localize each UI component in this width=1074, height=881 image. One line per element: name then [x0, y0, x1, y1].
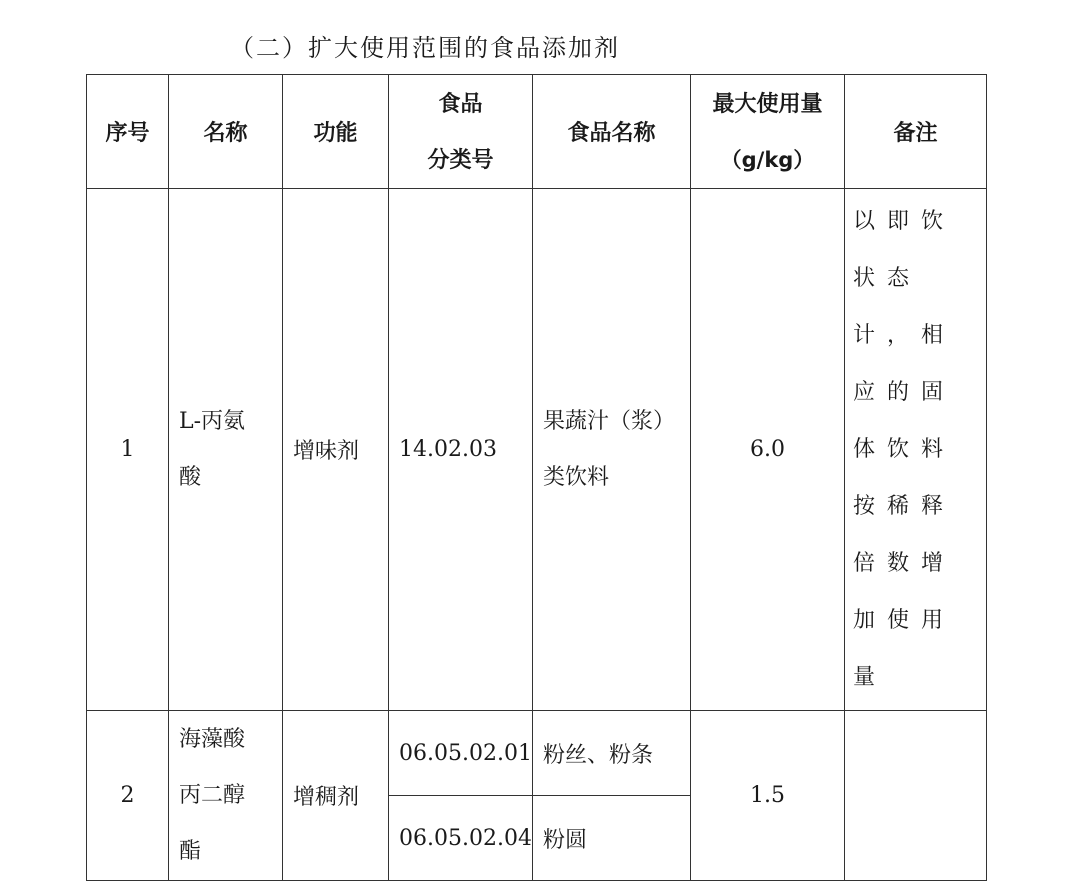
table-row — [87, 711, 987, 796]
cell-remark: 以即饮状态计，相应的固体饮料按稀释倍数增加使用量 — [845, 189, 987, 711]
cell-max-usage: 1.5 — [691, 711, 845, 881]
cell-function: 增稠剂 — [283, 711, 389, 881]
header-food-name: 食品名称 — [533, 75, 691, 189]
table-row — [87, 189, 987, 711]
header-max-line1: 最大使用量 — [712, 90, 823, 117]
food-additive-table — [86, 74, 987, 881]
cell-category: 14.02.03 — [389, 189, 533, 711]
header-seq: 序号 — [87, 75, 169, 189]
header-max-unit: （g/kg） — [720, 147, 815, 172]
cell-max-usage: 6.0 — [691, 189, 845, 711]
cell-seq: 1 — [87, 189, 169, 711]
cell-food-name: 果蔬汁（浆） 类饮料 — [533, 189, 691, 711]
header-category-line2: 分类号 — [427, 146, 494, 173]
cell-function: 增味剂 — [283, 189, 389, 711]
cell-name: 海藻酸 丙二醇 酯 — [169, 711, 283, 881]
header-function: 功能 — [283, 75, 389, 189]
cell-category: 06.05.02.04 — [389, 796, 533, 881]
header-max-usage — [691, 75, 845, 189]
table-header-row — [87, 75, 987, 189]
cell-food-name: 粉丝、粉条 — [533, 711, 691, 796]
cell-food-name: 粉圆 — [533, 796, 691, 881]
header-remark: 备注 — [845, 75, 987, 189]
header-category — [389, 75, 533, 189]
cell-name: L-丙氨 酸 — [169, 189, 283, 711]
cell-remark — [845, 711, 987, 881]
cell-seq: 2 — [87, 711, 169, 881]
section-title: （二）扩大使用范围的食品添加剂 — [230, 34, 620, 62]
header-category-line1: 食品 — [438, 90, 483, 117]
header-name: 名称 — [169, 75, 283, 189]
cell-category: 06.05.02.01 — [389, 711, 533, 796]
